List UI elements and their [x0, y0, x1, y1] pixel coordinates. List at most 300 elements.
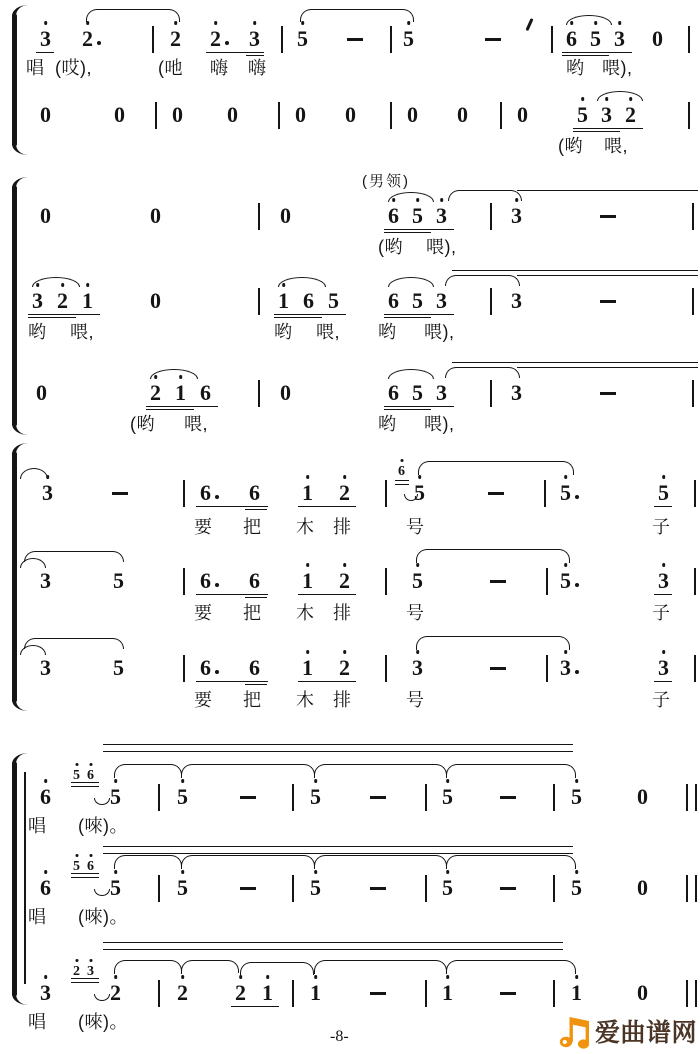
beam-or-tie-line	[395, 480, 409, 481]
octave-dot	[75, 854, 78, 857]
note	[40, 570, 51, 592]
barline	[546, 568, 548, 595]
note	[511, 290, 522, 312]
octave-dot	[662, 563, 666, 567]
dash-note	[500, 796, 516, 799]
note-digit: 0	[637, 875, 648, 900]
note	[442, 982, 453, 1004]
dash-note	[240, 796, 256, 799]
note-digit: 5	[577, 102, 588, 127]
note	[310, 786, 321, 808]
octave-dot	[564, 563, 568, 567]
lyric-text: 唱	[28, 1012, 47, 1032]
barline	[490, 203, 492, 230]
lyric-text: 子	[652, 603, 671, 623]
beam-or-tie-line	[384, 314, 454, 315]
beam-or-tie-line	[573, 131, 620, 132]
barline	[692, 203, 694, 230]
note	[571, 786, 582, 808]
note	[110, 877, 121, 899]
tie-arc	[418, 461, 574, 475]
barline	[694, 480, 696, 507]
octave-dot	[343, 650, 347, 654]
note-digit: 3	[601, 102, 612, 127]
note	[177, 877, 188, 899]
lyric-text: 唱	[28, 907, 47, 927]
augmentation-dot	[97, 41, 101, 45]
dash-note	[240, 887, 256, 890]
octave-dot	[400, 459, 403, 462]
note-digit: 2	[210, 26, 221, 51]
note	[200, 382, 211, 404]
note	[412, 382, 423, 404]
note	[40, 982, 51, 1004]
note-digit: 0	[40, 203, 51, 228]
note	[150, 382, 161, 404]
augmentation-dot	[215, 583, 219, 587]
note-digit: 5	[560, 480, 571, 505]
note-digit: 5	[328, 288, 339, 313]
lyric-text: 唱	[26, 58, 45, 78]
note	[577, 104, 588, 126]
note	[302, 657, 313, 679]
note	[150, 290, 161, 312]
lyric-text: 喂,	[184, 414, 209, 434]
note	[511, 205, 522, 227]
watermark	[558, 1012, 697, 1050]
barline	[278, 102, 280, 129]
barline	[688, 26, 690, 53]
note-digit: 0	[637, 784, 648, 809]
note-digit: 3	[87, 964, 94, 979]
note	[302, 570, 313, 592]
note-digit: 3	[40, 980, 51, 1005]
dash-note	[600, 215, 616, 218]
grace-tie-arc	[94, 994, 110, 1001]
lyric-text: 木	[296, 690, 315, 710]
note-digit: 6	[249, 568, 260, 593]
note-digit: 6	[40, 784, 51, 809]
note-digit: 3	[614, 26, 625, 51]
barline	[553, 784, 555, 811]
note-digit: 3	[32, 288, 43, 313]
note-digit: 6	[303, 288, 314, 313]
beam-or-tie-line	[395, 484, 409, 485]
note-digit: 6	[200, 480, 211, 505]
note	[278, 290, 289, 312]
barline	[425, 980, 427, 1007]
note	[114, 104, 125, 126]
note	[40, 104, 51, 126]
lyric-text: 喂),	[602, 58, 633, 78]
beam-or-tie-line	[71, 873, 99, 874]
lyric-text: 要	[194, 517, 213, 537]
note	[36, 382, 47, 404]
octave-dot	[114, 975, 118, 979]
lyric-text: 喂,	[316, 322, 341, 342]
octave-dot	[618, 21, 622, 25]
beam-or-tie-line	[274, 314, 346, 315]
note-digit: 2	[82, 26, 93, 51]
note-digit: 0	[150, 203, 161, 228]
lyric-text: 唱	[28, 816, 47, 836]
dash-note	[347, 38, 363, 41]
note-digit: 0	[280, 203, 291, 228]
augmentation-dot	[575, 495, 579, 499]
note-digit: 5	[442, 784, 453, 809]
barline	[688, 102, 690, 129]
note-digit: 6	[566, 26, 577, 51]
note	[414, 482, 425, 504]
note	[571, 982, 582, 1004]
beam-or-tie-line	[103, 846, 573, 847]
note-digit: 0	[457, 102, 468, 127]
note-digit: 5	[590, 26, 601, 51]
note	[32, 290, 43, 312]
note	[310, 877, 321, 899]
note	[388, 290, 399, 312]
note	[110, 786, 121, 808]
tie-arc	[448, 190, 522, 201]
beam-or-tie-line	[196, 594, 268, 595]
octave-dot	[581, 97, 585, 101]
dash-note	[500, 887, 516, 890]
note-digit: 5	[177, 784, 188, 809]
tie-arc	[114, 855, 182, 869]
beam-or-tie-line	[452, 270, 698, 271]
note-digit: 5	[571, 875, 582, 900]
note	[560, 570, 571, 592]
lyric-text: 喂),	[424, 322, 455, 342]
tie-arc	[240, 962, 314, 975]
note-digit: 5	[414, 480, 425, 505]
note	[412, 205, 423, 227]
beam-or-tie-line	[103, 751, 573, 752]
barline	[385, 568, 387, 595]
note	[328, 290, 339, 312]
barline	[158, 980, 160, 1007]
note-digit: 0	[517, 102, 528, 127]
beam-or-tie-line	[103, 949, 563, 950]
note-digit: 6	[87, 859, 94, 874]
note-digit: 5	[297, 26, 308, 51]
dash-note	[112, 492, 128, 495]
slur-arc	[278, 277, 326, 287]
note	[412, 290, 423, 312]
tie-arc	[181, 855, 315, 869]
octave-dot	[44, 870, 48, 874]
lyric-text: 号	[406, 690, 425, 710]
dash-note	[370, 992, 386, 995]
barline	[183, 568, 185, 595]
octave-dot	[314, 975, 318, 979]
beam-or-tie-line	[146, 409, 194, 410]
note	[658, 482, 669, 504]
note	[280, 382, 291, 404]
note-digit: 5	[110, 875, 121, 900]
note	[297, 28, 308, 50]
beam-or-tie-line	[245, 509, 267, 510]
beam-or-tie-line	[28, 317, 76, 318]
beam-or-tie-line	[384, 229, 454, 230]
tie-arc	[446, 764, 576, 778]
dash-note	[500, 992, 516, 995]
octave-dot	[86, 283, 90, 287]
octave-dot	[418, 475, 422, 479]
note	[210, 28, 221, 50]
octave-dot	[181, 779, 185, 783]
note-digit: 0	[40, 102, 51, 127]
beam-or-tie-line	[71, 782, 99, 783]
slur-arc	[20, 468, 48, 479]
note	[310, 982, 321, 1004]
dash-note	[370, 887, 386, 890]
note	[249, 482, 260, 504]
note	[590, 28, 601, 50]
note-digit: 0	[227, 102, 238, 127]
lyric-text: 木	[296, 517, 315, 537]
lyric-text: 要	[194, 690, 213, 710]
note	[303, 290, 314, 312]
note-digit: 0	[36, 380, 47, 405]
note	[302, 482, 313, 504]
barline	[258, 203, 260, 230]
note	[200, 482, 211, 504]
beam-or-tie-line	[298, 681, 356, 682]
breath-mark	[525, 18, 533, 31]
grace-tie-arc	[94, 798, 110, 805]
barline	[551, 26, 553, 53]
barline	[490, 288, 492, 315]
grace-note	[87, 769, 94, 783]
lyric-text: 喂),	[424, 414, 455, 434]
note-digit: 5	[571, 784, 582, 809]
grace-note	[398, 465, 405, 479]
note-digit: 5	[412, 568, 423, 593]
beam-or-tie-line	[298, 506, 356, 507]
tie-arc	[114, 764, 182, 778]
barline	[390, 102, 392, 129]
lyric-text: 子	[652, 690, 671, 710]
barline	[152, 26, 154, 53]
final-barline	[686, 980, 697, 1007]
lyric-text: 哟	[28, 322, 47, 342]
note	[113, 657, 124, 679]
lyric-text: 哟	[274, 322, 293, 342]
note	[442, 786, 453, 808]
note-digit: 1	[262, 980, 273, 1005]
beam-or-tie-line	[245, 597, 267, 598]
note-digit: 2	[339, 655, 350, 680]
note-digit: 0	[150, 288, 161, 313]
octave-dot	[44, 779, 48, 783]
note	[113, 570, 124, 592]
lyric-text: 把	[243, 690, 262, 710]
beam-or-tie-line	[196, 506, 268, 507]
octave-dot	[239, 975, 243, 979]
beam-or-tie-line	[246, 55, 264, 56]
page-number: -8-	[330, 1028, 349, 1045]
note	[40, 205, 51, 227]
tie-arc	[24, 638, 124, 649]
octave-dot	[446, 975, 450, 979]
note	[249, 28, 260, 50]
note-digit: 0	[407, 102, 418, 127]
beam-or-tie-line	[384, 232, 431, 233]
octave-dot	[440, 198, 444, 202]
augmentation-dot	[215, 670, 219, 674]
note	[403, 28, 414, 50]
watermark-text: 爱曲谱网	[595, 1019, 698, 1047]
note-digit: 0	[114, 102, 125, 127]
note-digit: 2	[339, 480, 350, 505]
lyric-text: 排	[333, 517, 352, 537]
note	[560, 657, 571, 679]
beam-or-tie-line	[517, 275, 698, 276]
barline	[425, 784, 427, 811]
note-digit: 5	[658, 480, 669, 505]
note-digit: 5	[412, 380, 423, 405]
lyric-text: 把	[243, 517, 262, 537]
barline	[292, 875, 294, 902]
octave-dot	[306, 563, 310, 567]
barline	[281, 26, 283, 53]
note	[175, 382, 186, 404]
note	[249, 570, 260, 592]
beam-or-tie-line	[196, 681, 268, 682]
octave-dot	[446, 870, 450, 874]
note	[110, 982, 121, 1004]
note-digit: 6	[398, 464, 405, 479]
note	[339, 482, 350, 504]
barline	[500, 102, 502, 129]
barline	[544, 480, 546, 507]
tie-arc	[445, 275, 520, 286]
note	[457, 104, 468, 126]
dash-note	[490, 580, 506, 583]
lyric-text: 把	[243, 603, 262, 623]
note-digit: 6	[388, 380, 399, 405]
note	[442, 877, 453, 899]
octave-dot	[181, 870, 185, 874]
note	[40, 657, 51, 679]
beam-or-tie-line	[573, 128, 643, 129]
octave-dot	[266, 975, 270, 979]
note-digit: 3	[511, 380, 522, 405]
note	[566, 28, 577, 50]
note	[150, 205, 161, 227]
note-digit: 1	[302, 480, 313, 505]
note	[42, 482, 53, 504]
beam-or-tie-line	[654, 506, 672, 507]
note-digit: 1	[310, 980, 321, 1005]
note-digit: 6	[388, 203, 399, 228]
slur-arc	[566, 15, 612, 25]
augmentation-dot	[225, 41, 229, 45]
note	[637, 877, 648, 899]
beam-or-tie-line	[71, 786, 99, 787]
tie-arc	[86, 9, 180, 22]
note	[436, 382, 447, 404]
note-digit: 3	[40, 568, 51, 593]
note	[560, 482, 571, 504]
note	[637, 982, 648, 1004]
beam-or-tie-line	[103, 744, 573, 745]
barline	[292, 784, 294, 811]
beam-or-tie-line	[103, 853, 573, 854]
note-digit: 3	[658, 568, 669, 593]
note-digit: 6	[87, 768, 94, 783]
barline	[183, 480, 185, 507]
lyric-text: 号	[406, 603, 425, 623]
note	[436, 290, 447, 312]
lyric-text: 排	[333, 603, 352, 623]
lyric-text: 要	[194, 603, 213, 623]
note	[614, 28, 625, 50]
barline	[258, 380, 260, 407]
note-digit: 0	[637, 980, 648, 1005]
note-digit: 6	[249, 480, 260, 505]
lyric-text: 哟	[566, 58, 585, 78]
note-digit: 3	[412, 655, 423, 680]
note	[82, 290, 93, 312]
note	[177, 786, 188, 808]
note	[637, 786, 648, 808]
note-digit: 6	[200, 380, 211, 405]
tie-arc	[300, 9, 414, 22]
tie-arc	[181, 960, 239, 973]
lyric-text: 排	[333, 690, 352, 710]
note-digit: 5	[560, 568, 571, 593]
octave-dot	[75, 959, 78, 962]
tie-arc	[445, 367, 520, 378]
octave-dot	[114, 779, 118, 783]
note-digit: 5	[73, 859, 80, 874]
note	[339, 657, 350, 679]
beam-or-tie-line	[562, 55, 609, 56]
octave-dot	[314, 779, 318, 783]
lyric-text: 喂),	[426, 237, 457, 257]
note-digit: 1	[571, 980, 582, 1005]
lyric-text: 哟	[378, 414, 397, 434]
note-digit: 2	[73, 964, 80, 979]
note-digit: 6	[200, 568, 211, 593]
note	[407, 104, 418, 126]
note-digit: 1	[442, 980, 453, 1005]
octave-dot	[214, 21, 218, 25]
lyric-text: 嗨	[210, 58, 229, 78]
barline	[385, 480, 387, 507]
tie-arc	[24, 551, 124, 562]
barline	[694, 655, 696, 682]
beam-or-tie-line	[298, 594, 356, 595]
beam-or-tie-line	[384, 317, 431, 318]
note-digit: 1	[175, 380, 186, 405]
lyric-text: 号	[406, 517, 425, 537]
barline	[553, 980, 555, 1007]
note	[511, 382, 522, 404]
beam-or-tie-line	[384, 406, 454, 407]
barline	[546, 655, 548, 682]
note	[652, 28, 663, 50]
note-digit: 2	[170, 26, 181, 51]
note-digit: 2	[177, 980, 188, 1005]
note	[571, 877, 582, 899]
note	[172, 104, 183, 126]
dash-note	[370, 796, 386, 799]
note-digit: 3	[249, 26, 260, 51]
note-digit: 5	[403, 26, 414, 51]
